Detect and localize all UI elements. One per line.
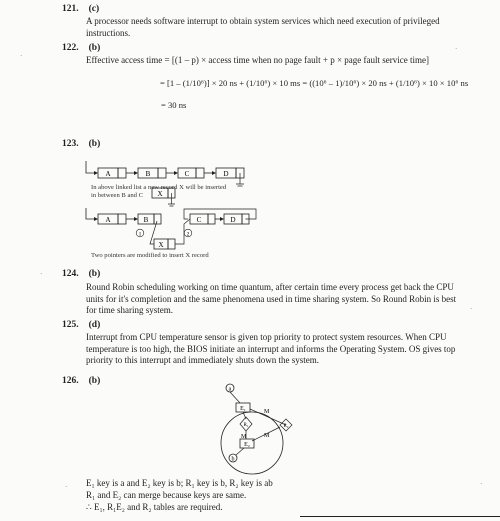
svg-text:R₂: R₂ bbox=[283, 424, 289, 429]
effective-access-time-formula: Effective access time = [(1 – p) × access time when no page fault + p × page fault service time] bbox=[86, 55, 430, 65]
node-label-a: A bbox=[105, 216, 111, 224]
answer-option: (c) bbox=[88, 4, 100, 14]
node-label-c: C bbox=[196, 216, 202, 224]
question-126-line-3: ∴ E₁, R₁E₂ and R₂ tables are required. bbox=[86, 502, 223, 512]
scan-speck: · bbox=[65, 483, 68, 491]
linked-list-diagram-after bbox=[84, 205, 264, 255]
svg-text:E₁: E₁ bbox=[240, 406, 246, 412]
svg-text:a: a bbox=[228, 386, 232, 393]
node-label-d: D bbox=[230, 216, 236, 224]
question-number: 124. bbox=[62, 269, 79, 279]
node-label-c: C bbox=[184, 170, 190, 178]
answer-option: (b) bbox=[88, 376, 101, 386]
answer-option: (b) bbox=[88, 139, 101, 149]
question-123-header bbox=[62, 139, 100, 149]
answer-option: (d) bbox=[88, 320, 101, 330]
question-number: 121. bbox=[62, 4, 79, 14]
svg-text:M: M bbox=[241, 434, 247, 440]
question-125-header bbox=[62, 320, 100, 330]
pointer-label-2: 2 bbox=[186, 231, 190, 238]
question-121-header bbox=[62, 4, 99, 14]
answer-option: (b) bbox=[88, 269, 101, 279]
question-121-explanation: A processor needs software interrupt to obtain system services which need execution of privileged instructions. bbox=[86, 16, 440, 38]
question-126-line-2: R₁ and E₂ can merge because keys are same. bbox=[86, 490, 247, 500]
svg-text:b: b bbox=[231, 456, 235, 463]
scan-speck: · bbox=[455, 45, 458, 53]
question-number: 123. bbox=[62, 139, 79, 149]
question-124-explanation: Round Robin scheduling working on time quantum, after certain time every process get back the CPU units for it's completion and the same phenomena used in time sharing system. So Round Robin is best for time sharing system. bbox=[86, 282, 457, 315]
pointer-label-1: 1 bbox=[138, 231, 142, 238]
node-label-x: X bbox=[158, 241, 164, 249]
question-number: 126. bbox=[62, 376, 79, 386]
er-diagram bbox=[200, 383, 310, 475]
svg-text:E₂: E₂ bbox=[244, 442, 250, 448]
node-label-b: B bbox=[143, 216, 149, 224]
merge-circle bbox=[221, 412, 283, 474]
question-number: 125. bbox=[62, 320, 79, 330]
formula-substitution: = [1 – (1/10⁶)] × 20 ns + (1/10⁶) × 10 ms = ((10⁶ – 1)/10⁶) × 20 ns + (1/10⁶) × 10 × 10⁶ ns bbox=[160, 78, 469, 88]
node-label-a: A bbox=[105, 170, 111, 178]
node-label-b: B bbox=[145, 170, 151, 178]
node-label-x: X bbox=[157, 190, 163, 198]
linked-list-caption-2: Two pointers are modified to insert X record bbox=[91, 252, 209, 259]
linked-list-caption-1: In above linked list a new record X will be inserted in between B and C bbox=[91, 184, 227, 199]
answer-option: (b) bbox=[88, 43, 101, 53]
scan-speck: · bbox=[470, 305, 473, 313]
svg-text:M: M bbox=[264, 433, 270, 439]
question-122-header bbox=[62, 43, 100, 53]
question-125-explanation: Interrupt from CPU temperature sensor is given top priority to protect system resources. When CPU temperature is too high, the BIOS initiate an interrupt and informs the Operating System. OS gives top priority to this interrupt and immediately shuts down the system. bbox=[86, 332, 456, 365]
question-126-line-1: E₁ key is a and E₂ key is b; R₁ key is b, R₂ key is ab bbox=[86, 478, 273, 488]
footer-rule bbox=[300, 516, 500, 517]
question-126-header bbox=[62, 376, 100, 386]
question-number: 122. bbox=[62, 43, 79, 53]
scan-speck: · bbox=[480, 480, 483, 488]
svg-text:M: M bbox=[264, 409, 270, 415]
linked-list-diagram-before bbox=[84, 158, 264, 208]
scan-speck: · bbox=[40, 270, 43, 278]
scan-speck: · bbox=[20, 52, 23, 60]
node-label-d: D bbox=[223, 170, 229, 178]
formula-result: = 30 ns bbox=[161, 100, 187, 110]
question-124-header bbox=[62, 269, 100, 279]
svg-text:R₁: R₁ bbox=[243, 423, 249, 428]
